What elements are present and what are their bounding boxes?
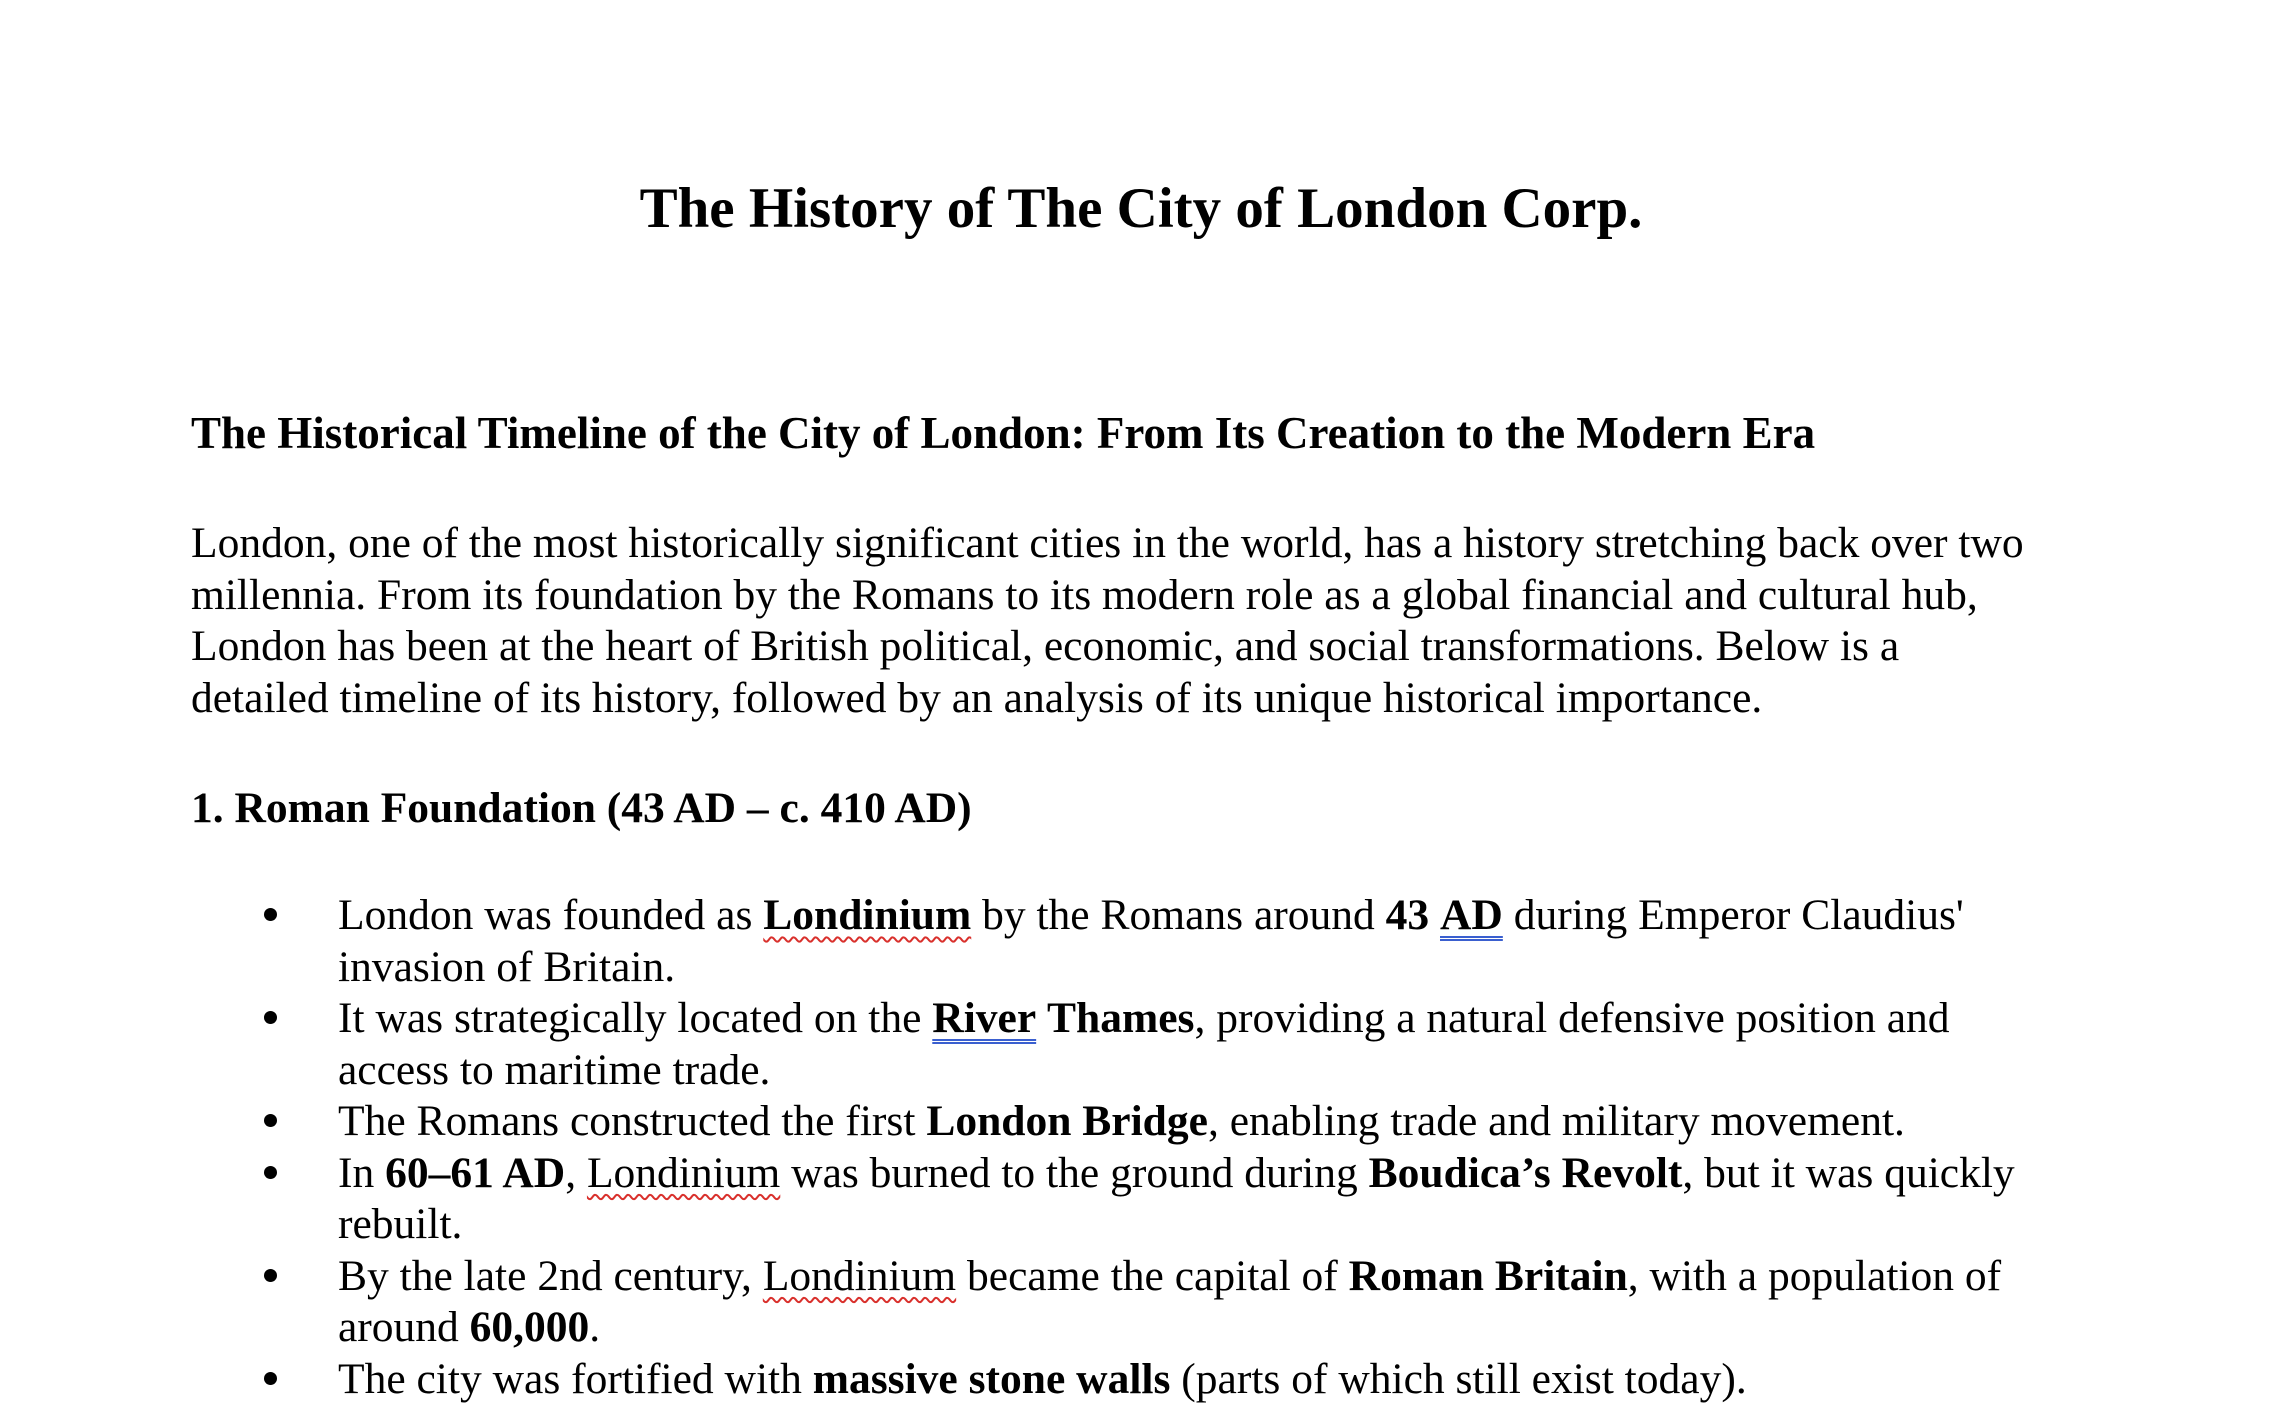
list-item-line: By the late 2nd century, Londinium became the capital of Roman Britain, with a population of (338, 1251, 2138, 1303)
spelling-flagged-word[interactable]: Londinium (587, 1149, 780, 1197)
section-heading-roman-foundation: 1. Roman Foundation (43 AD – c. 410 AD) (191, 780, 972, 836)
spelling-flagged-word[interactable]: Londinium (763, 891, 971, 939)
list-item (0, 1148, 2138, 1251)
list-item-line: In 60–61 AD, Londinium was burned to the ground during Boudica’s Revolt, but it was quickly (338, 1148, 2138, 1200)
spelling-flagged-word[interactable]: Londinium (763, 1252, 956, 1300)
intro-line: millennia. From its foundation by the Romans to its modern role as a global financial and cultural hub, (191, 570, 2101, 622)
document-title: The History of The City of London Corp. (0, 174, 2282, 244)
list-item-line: It was strategically located on the River Thames, providing a natural defensive position and (338, 993, 2138, 1045)
bullet-icon (264, 1372, 277, 1385)
bullet-icon (264, 1269, 277, 1282)
intro-line: London, one of the most historically significant cities in the world, has a history stretching back over two (191, 518, 2101, 570)
bullet-icon (264, 908, 277, 921)
list-item (0, 1354, 2138, 1405)
intro-line: detailed timeline of its history, followed by an analysis of its unique historical importance. (191, 673, 2101, 725)
roman-foundation-bullet-list (0, 890, 2282, 1405)
list-item (0, 890, 2138, 993)
timeline-subheading: The Historical Timeline of the City of London: From Its Creation to the Modern Era (191, 405, 1815, 461)
list-item-line: rebuilt. (338, 1199, 2138, 1251)
list-item (0, 993, 2138, 1096)
list-item-line: invasion of Britain. (338, 942, 2138, 994)
list-item-line: The Romans constructed the first London Bridge, enabling trade and military movement. (338, 1096, 2138, 1148)
bullet-icon (264, 1011, 277, 1024)
list-item-line: access to maritime trade. (338, 1045, 2138, 1097)
list-item-line: around 60,000. (338, 1302, 2138, 1354)
grammar-flagged-word[interactable]: AD (1440, 891, 1503, 939)
bullet-icon (264, 1114, 277, 1127)
intro-paragraph (191, 518, 2101, 724)
grammar-flagged-word[interactable]: River (932, 994, 1036, 1042)
intro-line: London has been at the heart of British political, economic, and social transformations. Below is a (191, 621, 2101, 673)
list-item (0, 1096, 2138, 1148)
list-item (0, 1251, 2138, 1354)
bullet-icon (264, 1166, 277, 1179)
list-item-line: London was founded as Londinium by the Romans around 43 AD during Emperor Claudius' (338, 890, 2138, 942)
list-item-line: The city was fortified with massive stone walls (parts of which still exist today). (338, 1354, 2138, 1405)
